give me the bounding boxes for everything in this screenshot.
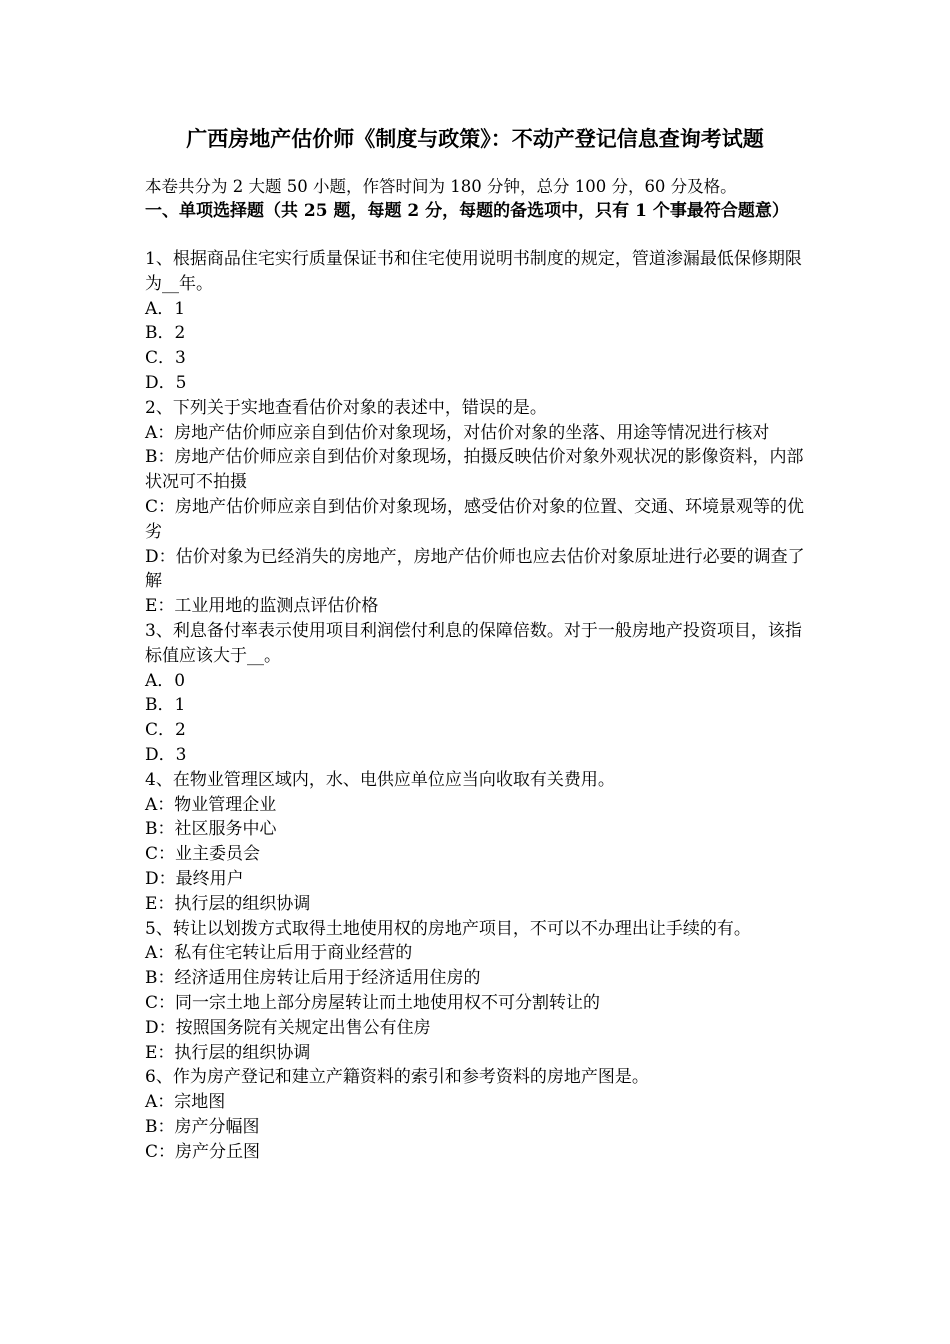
answer-option: A：宗地图 (145, 1092, 226, 1113)
answer-option: A：私有住宅转让后用于商业经营的 (145, 943, 413, 964)
answer-option: A．0 (145, 670, 186, 691)
answer-option: D：估价对象为已经消失的房地产，房地产估价师也应去估价对象原址进行必要的调查了解 (145, 546, 805, 592)
answer-option: B：房地产估价师应亲自到估价对象现场，拍摄反映估价对象外观状况的影像资料，内部状况可不拍摄 (145, 447, 804, 493)
answer-option: A：物业管理企业 (145, 794, 277, 815)
answer-option: E：工业用地的监测点评估价格 (145, 596, 379, 617)
answer-option: D：按照国务院有关规定出售公有住房 (145, 1017, 431, 1038)
answer-option: C．3 (145, 348, 186, 369)
answer-option: E：执行层的组织协调 (145, 893, 311, 914)
answer-option: A．1 (145, 298, 186, 319)
question-list (145, 247, 815, 1164)
answer-option: B．1 (145, 695, 186, 716)
answer-option: D．3 (145, 744, 187, 765)
answer-option: C：同一宗土地上部分房屋转让而土地使用权不可分割转让的 (145, 992, 601, 1013)
answer-option: C：房产分丘图 (145, 1141, 261, 1162)
answer-option: C：房地产估价师应亲自到估价对象现场，感受估价对象的位置、交通、环境景观等的优劣 (145, 496, 805, 542)
question-stem: 2、下列关于实地查看估价对象的表述中，错误的是。 (145, 397, 547, 418)
question-stem: 5、转让以划拨方式取得土地使用权的房地产项目，不可以不办理出让手续的有。 (145, 918, 751, 939)
answer-option: E：执行层的组织协调 (145, 1042, 311, 1063)
answer-option: C．2 (145, 720, 186, 741)
answer-option: C：业主委员会 (145, 844, 261, 865)
question-stem: 3、利息备付率表示使用项目利润偿付利息的保障倍数。对于一般房地产投资项目，该指标值应该大于__。 (145, 620, 802, 666)
answer-option: A：房地产估价师应亲自到估价对象现场，对估价对象的坐落、用途等情况进行核对 (145, 422, 770, 443)
answer-option: B．2 (145, 323, 186, 344)
exam-intro: 本卷共分为 2 大题 50 小题，作答时间为 180 分钟，总分 100 分，60 分及格。 (145, 177, 737, 196)
answer-option: B：房产分幅图 (145, 1116, 260, 1137)
answer-option: B：社区服务中心 (145, 819, 277, 840)
question-stem: 4、在物业管理区域内，水、电供应单位应当向收取有关费用。 (145, 769, 615, 790)
document-title: 广西房地产估价师《制度与政策》：不动产登记信息查询考试题 (186, 126, 764, 151)
answer-option: B：经济适用住房转让后用于经济适用住房的 (145, 968, 481, 989)
answer-option: D．5 (145, 372, 187, 393)
question-stem: 6、作为房产登记和建立产籍资料的索引和参考资料的房地产图是。 (145, 1067, 649, 1088)
answer-option: D：最终用户 (145, 868, 244, 889)
question-stem: 1、根据商品住宅实行质量保证书和住宅使用说明书制度的规定，管道渗漏最低保修期限为__年。 (145, 249, 802, 294)
section-heading: 一、单项选择题（共 25 题，每题 2 分，每题的备选项中，只有 1 个事最符合题意） (145, 201, 789, 221)
